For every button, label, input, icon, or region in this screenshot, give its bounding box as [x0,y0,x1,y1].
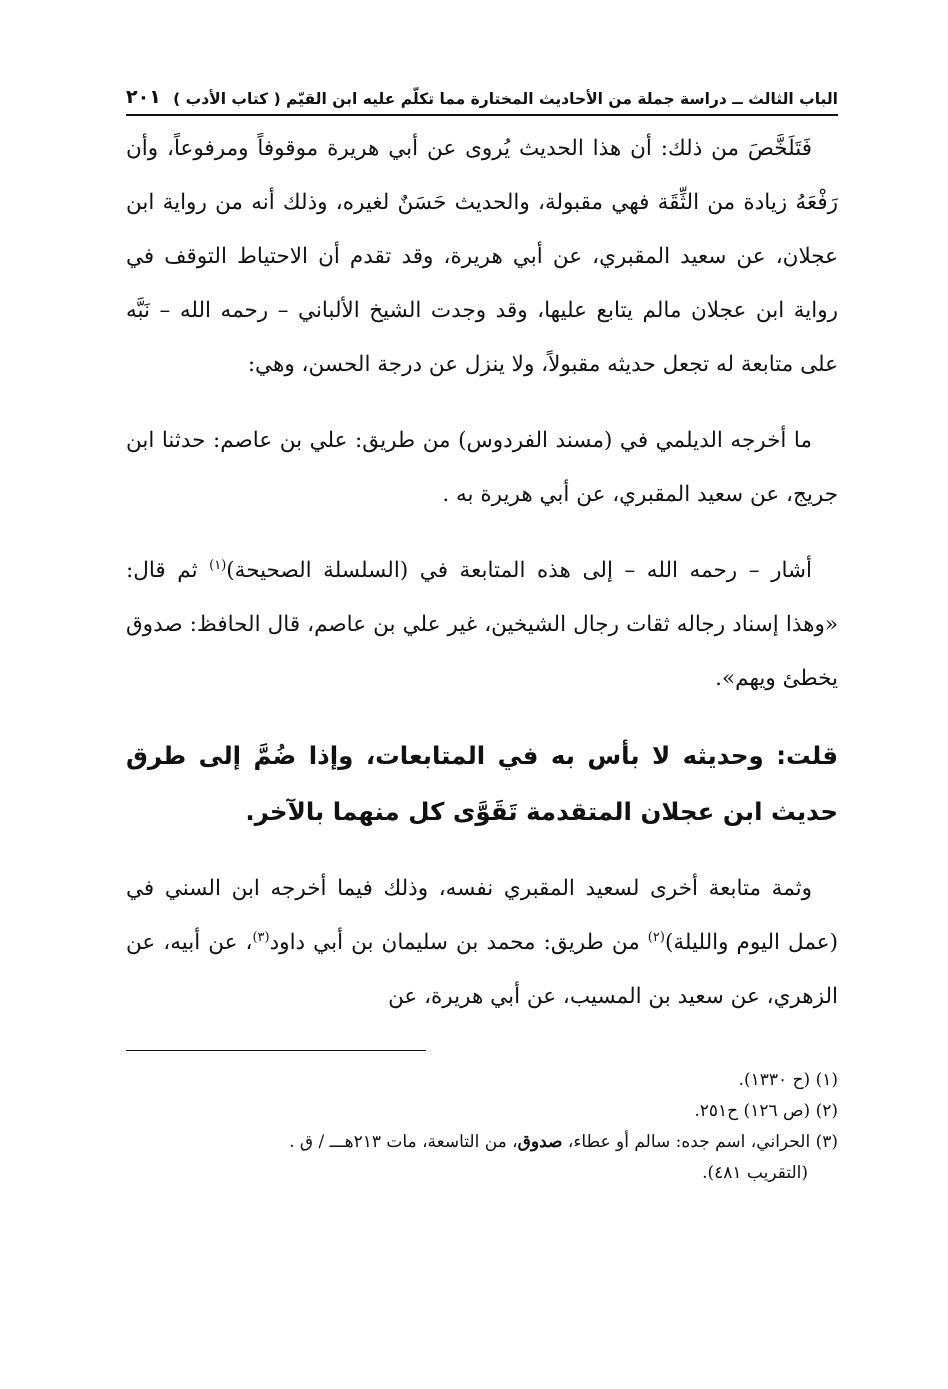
footnote-3-text-a: (٣) الحراني، اسم جده: سالم أو عطاء، [562,1132,838,1152]
footnote-3-grade: صدوق [517,1132,563,1152]
footnote-ref-3[interactable]: (٣) [252,929,270,945]
footnote-ref-1[interactable]: (١) [209,557,227,573]
ibn-sunni-text-a: وثمة متابعة أخرى لسعيد المقبري نفسه، وذلك فيما أخرجه ابن السني في (عمل اليوم والليلة) [126,876,838,955]
albani-text: أشار – رحمه الله – إلى هذه المتابعة في (السلسلة الصحيحة) [226,558,812,583]
header-title: الباب الثالث ــ دراسة جملة من الأحاديث المختارة مما تكلّم عليه ابن القيّم ( كتاب الأدب ) [173,90,838,108]
paragraph-ibn-sunni [126,862,838,1024]
document-page [126,86,838,1189]
footnote-divider [126,1050,426,1051]
footnote-1: (١) (ح ١٣٣٠). [738,1070,838,1090]
paragraph-albani [126,544,838,706]
footnote-3-continuation [126,1158,838,1189]
albani-quote: ثم قال: «وهذا إسناد رجاله ثقات رجال الشيخين، غير علي بن عاصم، قال الحافظ: صدوق يخطئ ويهم». [126,558,838,691]
page-number: ٢٠١ [126,86,161,108]
paragraph-daylami: ما أخرجه الديلمي في (مسند الفردوس) من طريق: علي بن عاصم: حدثنا ابن جريج، عن سعيد المقبري، عن أبي هريرة به . [126,428,838,507]
footnote-ref-2[interactable]: (٢) [647,929,665,945]
footnote-3 [126,1127,838,1158]
footnote-3-source: (التقريب ٤٨١). [702,1163,808,1183]
paragraph-conclusion: فَتَلَخَّصَ من ذلك: أن هذا الحديث يُروى عن أبي هريرة موقوفاً ومرفوعاً، وأن رَفْعَهُ زيادة من الثِّقَة فهي مقبولة، والحديث حَسَنٌ لغيره، وذلك أنه من رواية ابن عجلان، عن سعيد المقبري، عن أبي هريرة، وقد تقدم أن الاحتياط التوقف في رواية ابن عجلان مالم يتابع عليها، وقد وجدت الشيخ الألباني – رحمه الله – نَبَّه على متابعة له تجعل حديثه مقبولاً، ولا ينزل عن درجة الحسن، وهي: [126,136,838,377]
footnote-3-text-b: ، من التاسعة، مات ٢١٣هـــ / ق . [289,1132,518,1152]
footnote-2: (٢) (ص ١٢٦) ح٢٥١. [694,1101,838,1121]
running-header [126,86,838,116]
ibn-sunni-text-b: من طريق: محمد بن سليمان بن أبي داود [269,930,648,955]
ibn-sunni-text-c: ، عن أبيه، عن الزهري، عن سعيد بن المسيب، عن أبي هريرة، عن [126,930,838,1009]
paragraph-author-opinion: قلت: وحديثه لا بأس به في المتابعات، وإذا ضُمَّ إلى طرق حديث ابن عجلان المتقدمة تَقَوَّى كل منهما بالآخر. [126,741,838,826]
